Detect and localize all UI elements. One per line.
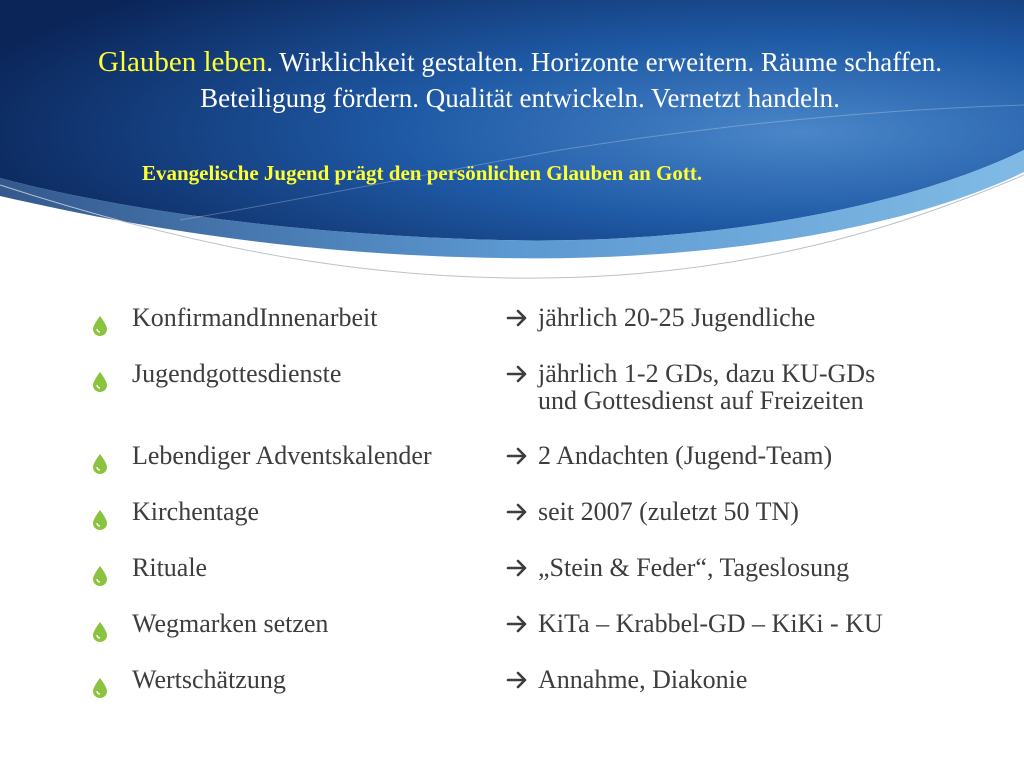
title-accent: Glauben leben: [98, 46, 267, 78]
droplet-bullet-icon: [91, 371, 109, 393]
list-item: [0, 442, 1024, 498]
right-arrow-icon: [505, 500, 531, 524]
droplet-bullet-icon: [91, 565, 109, 587]
right-arrow-icon: [505, 444, 531, 468]
item-label: Lebendiger Adventskalender: [132, 441, 432, 470]
item-value: jährlich 1-2 GDs, dazu KU-GDs: [538, 359, 876, 388]
droplet-bullet-icon: [91, 315, 109, 337]
item-value: „Stein & Feder“, Tageslosung: [538, 553, 850, 582]
right-arrow-icon: [505, 362, 531, 386]
item-label: Wegmarken setzen: [132, 609, 329, 638]
droplet-bullet-icon: [91, 453, 109, 475]
right-arrow-icon: [505, 612, 531, 636]
item-label: Jugendgottesdienste: [132, 359, 342, 388]
item-label: KonfirmandInnenarbeit: [132, 303, 378, 332]
item-value: KiTa – Krabbel-GD – KiKi - KU: [538, 609, 883, 638]
item-value: 2 Andachten (Jugend-Team): [538, 441, 833, 470]
item-label: Wertschätzung: [132, 665, 286, 694]
right-arrow-icon: [505, 556, 531, 580]
list-item: [0, 666, 1024, 722]
title-rest: . Wirklichkeit gestalten. Horizonte erweitern. Räume schaffen.: [266, 47, 942, 77]
item-value: jährlich 20-25 Jugendliche: [538, 303, 816, 332]
list-item: [0, 554, 1024, 610]
item-value-line-2: und Gottesdienst auf Freizeiten: [538, 386, 864, 415]
right-arrow-icon: [505, 668, 531, 692]
list-item: [0, 360, 1024, 444]
item-value: seit 2007 (zuletzt 50 TN): [538, 497, 799, 526]
right-arrow-icon: [505, 306, 531, 330]
item-label: Rituale: [132, 553, 208, 582]
droplet-bullet-icon: [91, 621, 109, 643]
droplet-bullet-icon: [91, 509, 109, 531]
list-item: [0, 304, 1024, 360]
item-value: Annahme, Diakonie: [538, 665, 748, 694]
droplet-bullet-icon: [91, 677, 109, 699]
list-item: [0, 610, 1024, 666]
item-label: Kirchentage: [132, 497, 260, 526]
title-line-2: Beteiligung fördern. Qualität entwickeln. Vernetzt handeln.: [200, 83, 840, 113]
slide-subtitle: Evangelische Jugend prägt den persönlichen Glauben an Gott.: [142, 161, 703, 185]
list-item: [0, 498, 1024, 554]
